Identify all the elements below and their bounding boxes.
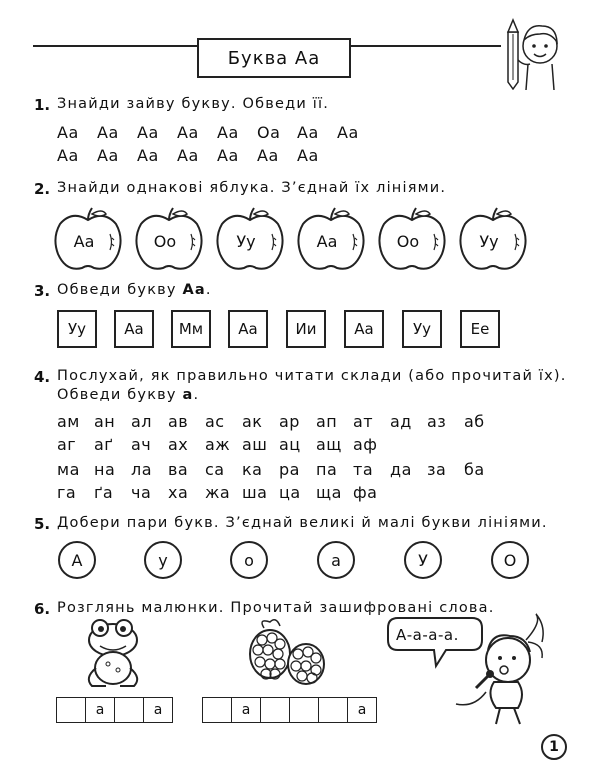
syllable[interactable]: та [353, 460, 374, 479]
syllable[interactable]: ла [131, 460, 153, 479]
apple-label: Аа [73, 232, 95, 251]
letter-box[interactable]: Аа [228, 310, 268, 348]
letter-circle[interactable]: А [58, 541, 96, 579]
letter-circle[interactable]: У [404, 541, 442, 579]
syllable[interactable]: ат [353, 412, 374, 431]
word-1-cell[interactable] [114, 697, 144, 723]
syllable[interactable]: ах [168, 435, 189, 454]
task-2-instruction: Знайди однакові яблука. З’єднай їх лініями. [57, 180, 447, 196]
task-5-instruction: Добери пари букв. З’єднай великі й малі букви лініями. [57, 515, 548, 531]
letter-circle[interactable]: а [317, 541, 355, 579]
syllable[interactable]: ам [57, 412, 80, 431]
word-2-cell[interactable] [289, 697, 319, 723]
syllable[interactable]: аж [205, 435, 231, 454]
task-3-bold-letter: Аа [182, 282, 206, 298]
syllable[interactable]: ва [168, 460, 189, 479]
letter-pair[interactable]: Аа [257, 146, 279, 165]
task-3-instruction [57, 282, 212, 298]
syllable[interactable]: ра [279, 460, 300, 479]
letter-pair[interactable]: Аа [57, 123, 79, 142]
letter-box[interactable]: Уу [402, 310, 442, 348]
task-3-text: Обведи букву [57, 282, 183, 298]
task-3-number: 3. [34, 282, 51, 300]
letter-pair[interactable]: Оа [257, 123, 281, 142]
task-6-instruction: Розглянь малюнки. Прочитай зашифровані слова. [57, 600, 495, 616]
syllable[interactable]: га [57, 483, 77, 502]
letter-box[interactable]: Уу [57, 310, 97, 348]
syllable[interactable]: ад [390, 412, 412, 431]
syllable[interactable]: аґ [94, 435, 114, 454]
letter-box[interactable]: Аа [114, 310, 154, 348]
syllable[interactable]: ав [168, 412, 189, 431]
syllable[interactable]: ча [131, 483, 152, 502]
syllable[interactable]: ац [279, 435, 301, 454]
syllable[interactable]: ца [279, 483, 301, 502]
letter-pair[interactable]: Аа [337, 123, 359, 142]
letter-circle[interactable]: у [144, 541, 182, 579]
syllable-row-1 [57, 412, 501, 431]
apple[interactable] [214, 206, 288, 274]
raspberry-illustration [242, 618, 332, 688]
syllable[interactable]: за [427, 460, 447, 479]
syllable-row-4 [57, 483, 390, 502]
apple[interactable] [52, 206, 126, 274]
letter-pair[interactable]: Аа [297, 123, 319, 142]
syllable[interactable]: ма [57, 460, 80, 479]
task-4-instruction: Послухай, як правильно читати склади (або прочитай їх). [57, 368, 567, 384]
letter-box[interactable]: Мм [171, 310, 211, 348]
task-4-period: . [193, 387, 200, 403]
word-1-cell[interactable]: а [85, 697, 115, 723]
title-rule-left [33, 45, 197, 47]
task-4-instruction-line-2 [57, 387, 199, 403]
syllable[interactable]: са [205, 460, 225, 479]
word-1-cell[interactable]: а [143, 697, 173, 723]
syllable[interactable]: ша [242, 483, 268, 502]
task-2-number: 2. [34, 180, 51, 198]
task-4-bold-letter: а [182, 387, 194, 403]
syllable[interactable]: ар [279, 412, 300, 431]
task-1-number: 1. [34, 96, 51, 114]
task-1-row-1 [57, 123, 377, 142]
syllable[interactable]: аш [242, 435, 268, 454]
letter-pair[interactable]: Аа [217, 123, 239, 142]
letter-pair[interactable]: Аа [137, 123, 159, 142]
frog-illustration [78, 618, 148, 690]
syllable[interactable]: аг [57, 435, 77, 454]
word-2-cell[interactable] [202, 697, 232, 723]
task-1-instruction: Знайди зайву букву. Обведи її. [57, 96, 330, 112]
syllable[interactable]: ач [131, 435, 152, 454]
apple[interactable] [376, 206, 450, 274]
word-2-cell[interactable]: а [231, 697, 261, 723]
apple-label: Аа [316, 232, 338, 251]
syllable[interactable]: ак [242, 412, 263, 431]
letter-box[interactable]: Ее [460, 310, 500, 348]
syllable[interactable]: фа [353, 483, 378, 502]
page-title: Буква Аа [197, 38, 351, 78]
boy-with-pencil-illustration [502, 12, 566, 90]
letter-box[interactable]: Ии [286, 310, 326, 348]
letter-pair[interactable]: Аа [177, 123, 199, 142]
title-rule-right [351, 45, 501, 47]
apple-label: Оо [396, 232, 420, 251]
apple-label: Уу [236, 232, 256, 251]
syllable[interactable]: ка [242, 460, 263, 479]
syllable[interactable]: ґа [94, 483, 114, 502]
syllable[interactable]: ща [316, 483, 342, 502]
word-2-cell[interactable] [318, 697, 348, 723]
syllable[interactable]: ап [316, 412, 338, 431]
apple[interactable] [295, 206, 369, 274]
task-4-text-2: Обведи букву [57, 387, 183, 403]
task-5-number: 5. [34, 515, 51, 533]
syllable[interactable]: па [316, 460, 338, 479]
syllable-row-3 [57, 460, 501, 479]
apple[interactable] [133, 206, 207, 274]
apple[interactable] [457, 206, 531, 274]
task-4-number: 4. [34, 368, 51, 386]
word-1-cell[interactable] [56, 697, 86, 723]
letter-pair[interactable]: Аа [57, 146, 79, 165]
apple-label: Оо [153, 232, 177, 251]
syllable-row-2 [57, 435, 390, 454]
letter-pair[interactable]: Аа [137, 146, 159, 165]
task-6-number: 6. [34, 600, 51, 618]
syllable[interactable]: да [390, 460, 412, 479]
syllable[interactable]: жа [205, 483, 231, 502]
syllable[interactable]: ан [94, 412, 116, 431]
syllable[interactable]: аб [464, 412, 485, 431]
word-2-cell[interactable] [260, 697, 290, 723]
letter-pair[interactable]: Аа [97, 123, 119, 142]
task-3-period: . [205, 282, 212, 298]
syllable[interactable]: ащ [316, 435, 342, 454]
syllable[interactable]: ха [168, 483, 189, 502]
task-1-row-2 [57, 146, 337, 165]
letter-box[interactable]: Аа [344, 310, 384, 348]
syllable[interactable]: на [94, 460, 116, 479]
syllable[interactable]: ас [205, 412, 225, 431]
syllable[interactable]: аз [427, 412, 447, 431]
letter-pair[interactable]: Аа [97, 146, 119, 165]
letter-circle[interactable]: о [230, 541, 268, 579]
letter-pair[interactable]: Аа [297, 146, 319, 165]
letter-pair[interactable]: Аа [177, 146, 199, 165]
speech-bubble-text: А-а-а-а. [396, 626, 459, 644]
word-2-cell[interactable]: а [347, 697, 377, 723]
page-number: 1 [541, 734, 567, 760]
letter-pair[interactable]: Аа [217, 146, 239, 165]
apple-label: Уу [479, 232, 499, 251]
syllable[interactable]: аф [353, 435, 378, 454]
syllable[interactable]: ал [131, 412, 153, 431]
syllable[interactable]: ба [464, 460, 485, 479]
letter-circle[interactable]: О [491, 541, 529, 579]
